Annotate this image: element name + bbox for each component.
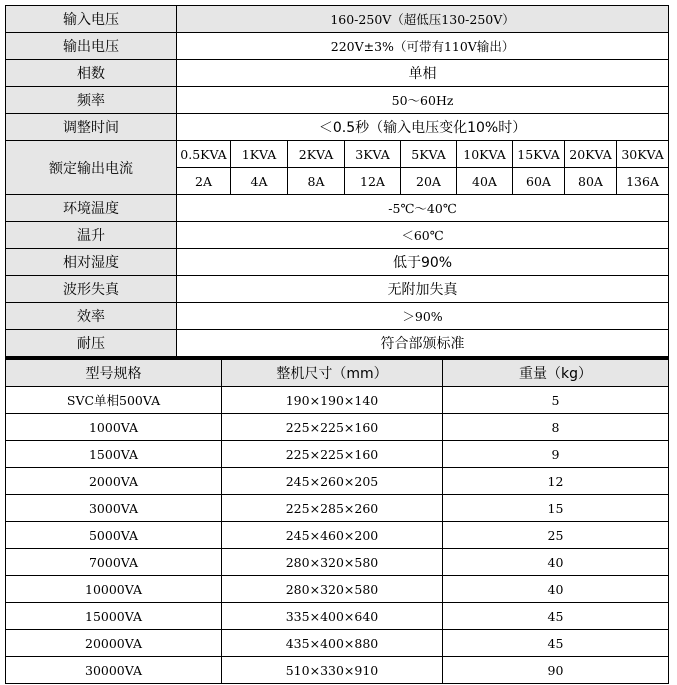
capacity-cell: 20KVA: [565, 141, 617, 168]
spec-label: 频率: [6, 87, 177, 114]
model-cell: 10000VA: [6, 576, 222, 603]
spec-row-output-voltage: [6, 33, 669, 60]
weight-cell: 40: [443, 576, 669, 603]
size-cell: 280×320×580: [222, 576, 443, 603]
column-header-size: 整机尺寸（mm）: [222, 359, 443, 387]
spec-label: 波形失真: [6, 276, 177, 303]
size-cell: 245×260×205: [222, 468, 443, 495]
model-cell: 1500VA: [6, 441, 222, 468]
model-cell: 20000VA: [6, 630, 222, 657]
size-cell: 190×190×140: [222, 387, 443, 414]
size-cell: 225×225×160: [222, 414, 443, 441]
spec-value: 符合部颁标准: [177, 330, 669, 357]
spec-label: 输出电压: [6, 33, 177, 60]
size-cell: 510×330×910: [222, 657, 443, 684]
spec-sheet: [5, 5, 669, 684]
column-header-model: 型号规格: [6, 359, 222, 387]
spec-value: -5℃～40℃: [177, 195, 669, 222]
spec-label: 输入电压: [6, 6, 177, 33]
current-cell: 40A: [457, 168, 513, 195]
spec-value: 160-250V（超低压130-250V）: [177, 6, 669, 33]
weight-cell: 9: [443, 441, 669, 468]
table-row: [6, 630, 669, 657]
weight-cell: 40: [443, 549, 669, 576]
spec-row-ambient-temp: [6, 195, 669, 222]
spec-label: 相数: [6, 60, 177, 87]
spec-row-efficiency: [6, 303, 669, 330]
spec-label: 耐压: [6, 330, 177, 357]
spec-label: 额定输出电流: [6, 141, 177, 195]
weight-cell: 25: [443, 522, 669, 549]
spec-value: ＜0.5秒（输入电压变化10%时）: [177, 114, 669, 141]
weight-cell: 8: [443, 414, 669, 441]
spec-row-adjust-time: [6, 114, 669, 141]
size-cell: 225×225×160: [222, 441, 443, 468]
spec-row-capacity: [6, 141, 669, 168]
table-row: [6, 657, 669, 684]
capacity-cell: 5KVA: [401, 141, 457, 168]
spec-label: 调整时间: [6, 114, 177, 141]
weight-cell: 90: [443, 657, 669, 684]
capacity-cell: 3KVA: [345, 141, 401, 168]
capacity-cell: 15KVA: [513, 141, 565, 168]
spec-row-humidity: [6, 249, 669, 276]
model-cell: 30000VA: [6, 657, 222, 684]
table-row: [6, 603, 669, 630]
current-cell: 2A: [177, 168, 231, 195]
current-cell: 12A: [345, 168, 401, 195]
weight-cell: 12: [443, 468, 669, 495]
model-cell: 15000VA: [6, 603, 222, 630]
spec-label: 环境温度: [6, 195, 177, 222]
table-row: [6, 522, 669, 549]
size-cell: 280×320×580: [222, 549, 443, 576]
weight-cell: 45: [443, 603, 669, 630]
current-cell: 60A: [513, 168, 565, 195]
size-cell: 245×460×200: [222, 522, 443, 549]
capacity-cell: 2KVA: [288, 141, 345, 168]
spec-value: ＜60℃: [177, 222, 669, 249]
spec-label: 效率: [6, 303, 177, 330]
current-cell: 20A: [401, 168, 457, 195]
model-table-header: [6, 359, 669, 387]
size-cell: 335×400×640: [222, 603, 443, 630]
table-row: [6, 414, 669, 441]
spec-row-input-voltage: [6, 6, 669, 33]
capacity-cell: 1KVA: [231, 141, 288, 168]
table-row: [6, 387, 669, 414]
capacity-cell: 10KVA: [457, 141, 513, 168]
current-cell: 136A: [617, 168, 669, 195]
spec-row-temp-rise: [6, 222, 669, 249]
table-row: [6, 495, 669, 522]
weight-cell: 45: [443, 630, 669, 657]
spec-value: 50～60Hz: [177, 87, 669, 114]
spec-table: [5, 5, 669, 357]
model-cell: 3000VA: [6, 495, 222, 522]
spec-row-phase: [6, 60, 669, 87]
capacity-cell: 0.5KVA: [177, 141, 231, 168]
spec-value: ＞90%: [177, 303, 669, 330]
weight-cell: 15: [443, 495, 669, 522]
model-cell: 5000VA: [6, 522, 222, 549]
size-cell: 225×285×260: [222, 495, 443, 522]
table-row: [6, 549, 669, 576]
size-cell: 435×400×880: [222, 630, 443, 657]
table-row: [6, 468, 669, 495]
current-cell: 4A: [231, 168, 288, 195]
spec-value: 低于90%: [177, 249, 669, 276]
spec-value: 无附加失真: [177, 276, 669, 303]
current-cell: 8A: [288, 168, 345, 195]
spec-row-waveform: [6, 276, 669, 303]
table-row: [6, 441, 669, 468]
table-row: [6, 576, 669, 603]
model-cell: 2000VA: [6, 468, 222, 495]
spec-row-withstand: [6, 330, 669, 357]
model-cell: SVC单相500VA: [6, 387, 222, 414]
capacity-cell: 30KVA: [617, 141, 669, 168]
current-cell: 80A: [565, 168, 617, 195]
spec-value: 单相: [177, 60, 669, 87]
spec-value: 220V±3%（可带有110V输出）: [177, 33, 669, 60]
spec-row-frequency: [6, 87, 669, 114]
model-cell: 7000VA: [6, 549, 222, 576]
spec-label: 相对湿度: [6, 249, 177, 276]
model-table: [5, 357, 669, 684]
column-header-weight: 重量（kg）: [443, 359, 669, 387]
weight-cell: 5: [443, 387, 669, 414]
spec-label: 温升: [6, 222, 177, 249]
model-cell: 1000VA: [6, 414, 222, 441]
